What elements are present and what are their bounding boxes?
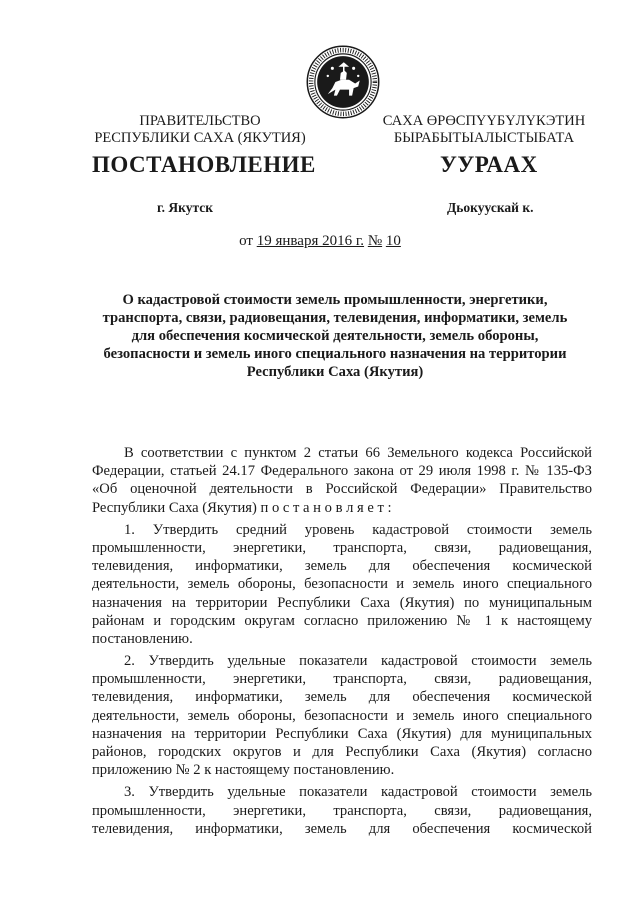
issuer-name-sah (376, 113, 592, 147)
text-line: 3. Утвердить удельные показатели кадастровой стоимости земель (124, 784, 592, 801)
paragraph-preamble (92, 444, 592, 517)
text-line: назначения на территории Республики Саха (Якутия) по муниципальным (92, 594, 592, 611)
document-number: 10 (385, 233, 401, 249)
document-body (92, 444, 592, 838)
text-line: Республики Саха (Якутия) п о с т а н о в л я е т : (92, 499, 392, 516)
text-line: телевидения, информатики, земель для обеспечения космической (92, 558, 592, 575)
doc-type-sah: УУРААХ (440, 152, 538, 177)
text-line: «Об оценочной деятельности в Российской Федерации» Правительство (92, 481, 592, 498)
date-prefix: от (239, 233, 253, 249)
text-line: 2. Утвердить удельные показатели кадастровой стоимости земель (124, 653, 592, 670)
text-line: назначения на территории Республики Саха (Якутия) для муниципальных (92, 725, 592, 742)
issuer-line: БЫРАБЫТЫАЛЫСТЫБАТА (393, 130, 575, 146)
document-date: 19 января 2016 г. (256, 233, 365, 249)
text-line: деятельности, земель обороны, безопасности и земель иного специального (92, 576, 592, 593)
paragraph-item-2 (92, 652, 592, 779)
text-line: промышленности, энергетики, транспорта, связи, радиовещания, (92, 671, 592, 688)
paragraph-item-1 (92, 521, 592, 648)
text-line: постановлению. (92, 630, 193, 647)
city-ru: г. Якутск (157, 200, 214, 215)
text-line: телевидения, информатики, земель для обеспечения космической (92, 820, 592, 837)
text-line: приложению № 2 к настоящему постановлению. (92, 762, 395, 779)
title-line: транспорта, связи, радиовещания, телевидения, информатики, земель (102, 310, 568, 326)
doc-type-ru: ПОСТАНОВЛЕНИЕ (92, 152, 316, 177)
title-line: для обеспечения космической деятельности, земель обороны, (131, 328, 539, 344)
issuer-line: САХА ӨРӨСПҮҮБҮЛҮКЭТИН (382, 113, 586, 129)
text-line: В соответствии с пунктом 2 статьи 66 Земельного кодекса Российской (124, 445, 592, 461)
issuer-line: ПРАВИТЕЛЬСТВО (139, 113, 261, 129)
text-line: промышленности, энергетики, транспорта, связи, радиовещания, (92, 539, 592, 556)
title-line: безопасности и земель иного специального назначения на территории (103, 346, 567, 362)
text-line: промышленности, энергетики, транспорта, связи, радиовещания, (92, 802, 592, 819)
coat-of-arms-emblem (305, 44, 381, 120)
text-line: телевидения, информатики, земель для обеспечения космической (92, 689, 592, 706)
number-sign: № (367, 233, 383, 249)
text-line: районов, городских округов и для Республики Саха (Якутия) согласно (92, 744, 592, 760)
paragraph-item-3 (92, 783, 592, 838)
issuer-line: РЕСПУБЛИКИ САХА (ЯКУТИЯ) (94, 130, 306, 146)
text-line: 1. Утвердить средний уровень кадастровой стоимости земель (124, 521, 592, 538)
text-line: районам и городским округам согласно приложению № 1 к настоящему (92, 612, 592, 629)
document-title (90, 291, 580, 381)
date-line (0, 233, 640, 250)
title-line: О кадастровой стоимости земель промышленности, энергетики, (122, 292, 548, 308)
text-line: Федерации, статьей 24.17 Федерального закона от 29 июля 1998 г. № 135-ФЗ (92, 463, 592, 480)
title-line: Республики Саха (Якутия) (246, 364, 424, 380)
text-line: деятельности, земель обороны, безопасности и земель иного специального (92, 707, 592, 724)
city-sah: Дьокуускай к. (447, 200, 534, 215)
issuer-name-ru (90, 113, 310, 147)
